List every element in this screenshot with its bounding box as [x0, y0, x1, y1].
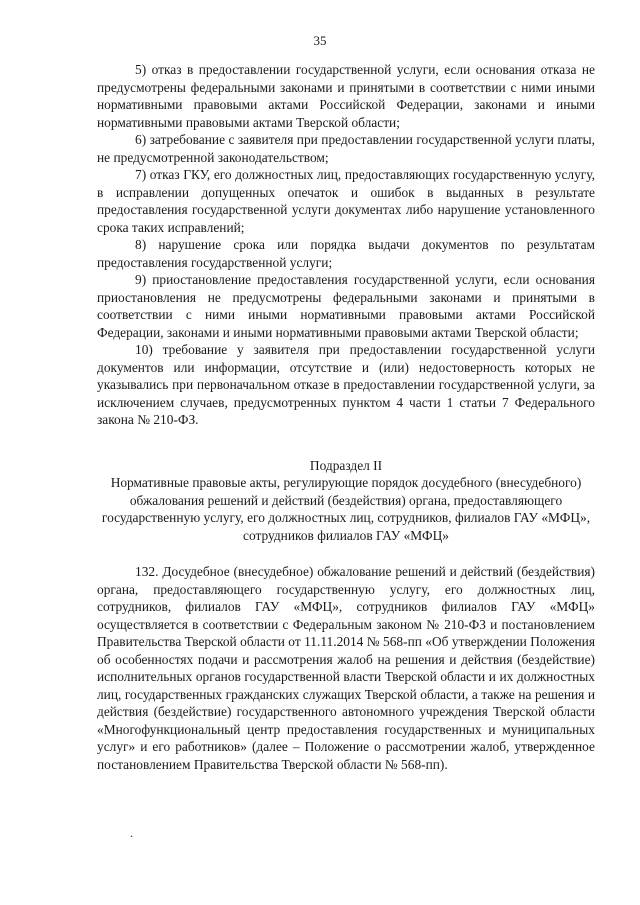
subsection-label: Подраздел II: [309, 457, 383, 473]
subsection-title: Нормативные правовые акты, регулирующие порядок досудебного (внесудебного) обжалования решений и действий (бездействия) органа, предоставляющего государственную услугу, его должностных лиц, сотрудников, филиалов ГАУ «МФЦ», сотрудников филиалов ГАУ «МФЦ»: [101, 475, 591, 543]
section-spacer: [97, 544, 595, 563]
paragraph-132: 132. Досудебное (внесудебное) обжалование решений и действий (бездействия) органа, предоставляющего государственную услугу, его должностных лиц, сотрудников, филиалов ГАУ «МФЦ», сотрудников филиалов ГАУ «МФЦ» осуществляется в соответствии с Федеральным законом № 210-ФЗ и постановлением Правительства Тверской области от 11.11.2014 № 568-пп «Об утверждении Положения об особенностях подачи и рассмотрения жалоб на решения и действия (бездействие) исполнительных органов государственной власти Тверской области и их должностных лиц, государственных гражданских служащих Тверской области, а также на решения и действия (бездействие) государственного автономного учреждения Тверской области «Многофункциональный центр предоставления государственных и муниципальных услуг» и его работников» (далее – Положение о рассмотрении жалоб, утвержденное постановлением Правительства Тверской области № 568-пп).: [97, 564, 595, 772]
list-item: 10) требование у заявителя при предоставлении государственной услуги документов или информации, отсутствие и (или) недостоверность которых не указывались при первоначальном отказе в предоставлении государственной услуги, за исключением случаев, предусмотренных пунктом 4 части 1 статьи 7 Федерального закона № 210-ФЗ.: [97, 342, 595, 427]
stray-mark: .: [130, 826, 133, 840]
list-item: 6) затребование с заявителя при предоставлении государственной услуги платы, не предусмотренной законодательством;: [97, 132, 595, 165]
document-body: [97, 61, 595, 773]
list-item: 8) нарушение срока или порядка выдачи документов по результатам предоставления государственной услуги;: [97, 237, 595, 270]
list-item: 7) отказ ГКУ, его должностных лиц, предоставляющих государственную услугу, в исправлении допущенных опечаток и ошибок в выданных в результате предоставления государственной услуги документах либо нарушение установленного срока таких исправлений;: [97, 167, 595, 235]
list-item: 9) приостановление предоставления государственной услуги, если основания приостановления не предусмотрены федеральными законами и принятыми в соответствии с ними иными нормативными правовыми актами Российской Федерации, законами и иными нормативными правовыми актами Тверской области;: [97, 272, 595, 340]
page-number: 35: [313, 33, 327, 48]
list-item: 5) отказ в предоставлении государственной услуги, если основания отказа не предусмотрены федеральными законами и принятыми в соответствии с ними иными нормативными правовыми актами Российской Федерации, законами и иными нормативными правовыми актами Тверской области;: [97, 62, 595, 130]
